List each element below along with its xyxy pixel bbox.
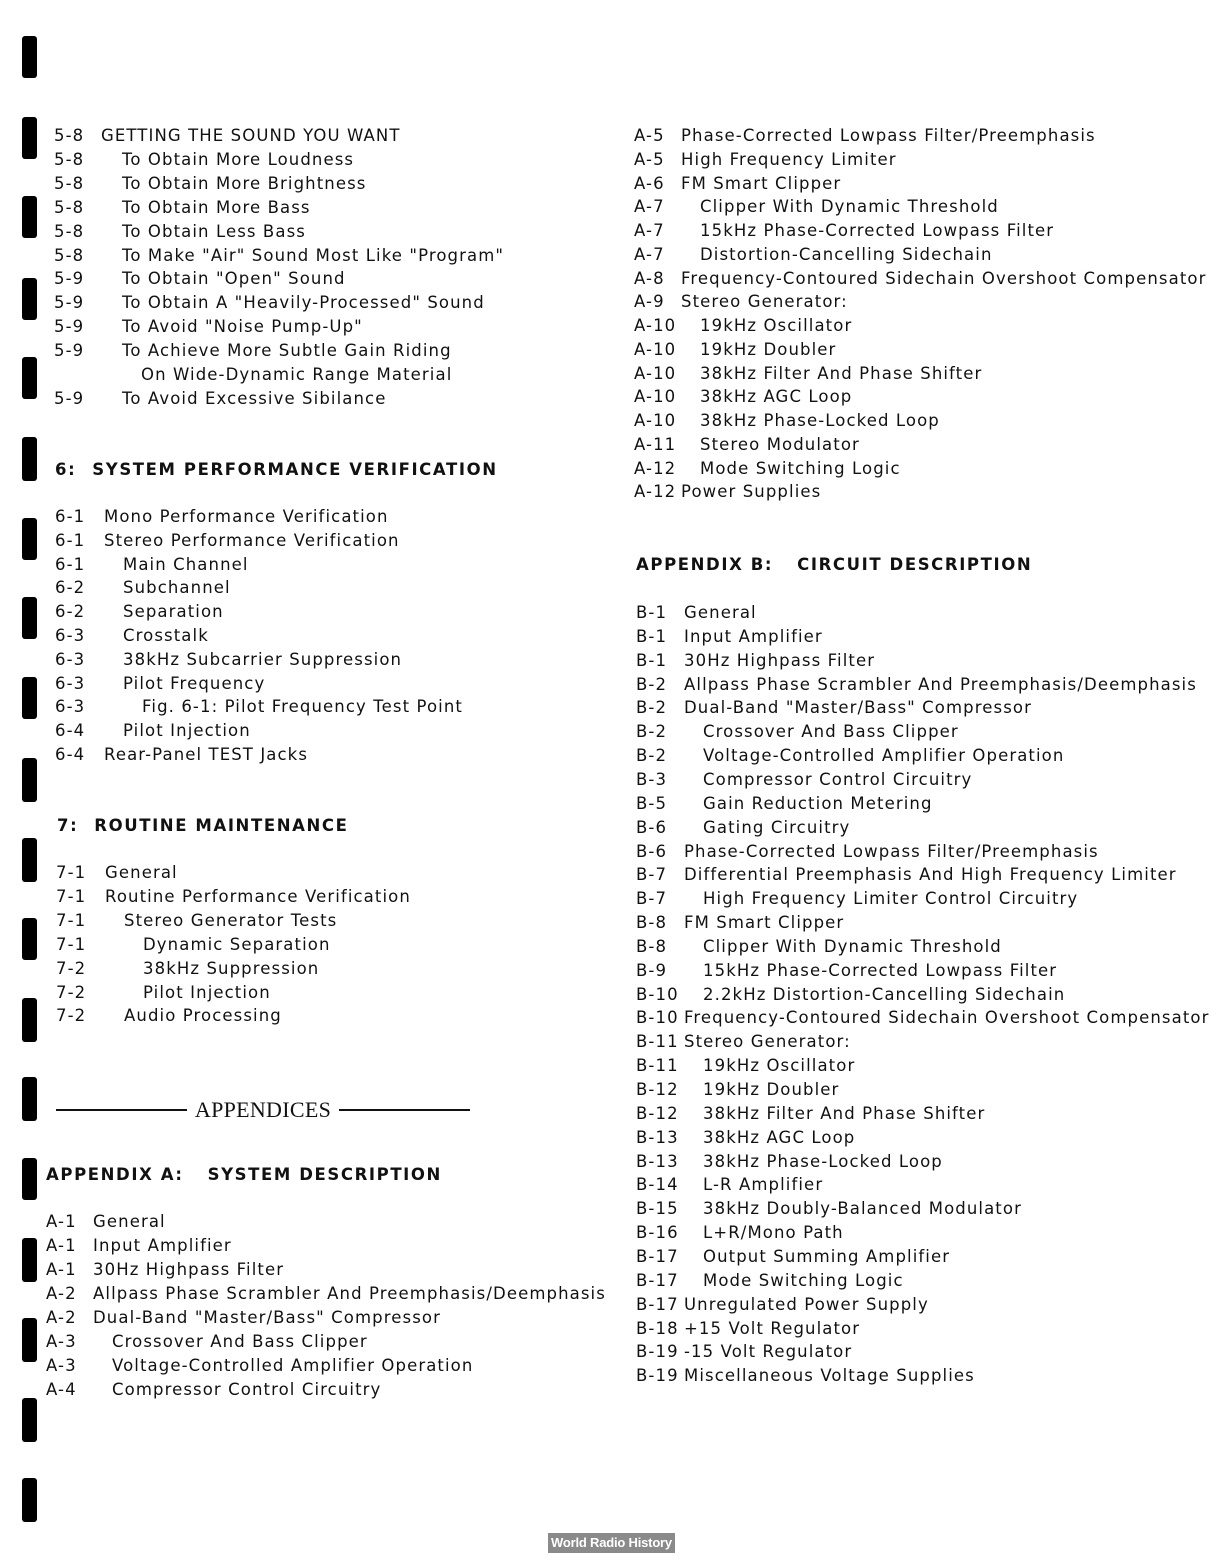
toc-entry-title: To Make "Air" Sound Most Like "Program" <box>122 245 505 265</box>
toc-entry-title: General <box>105 863 178 882</box>
toc-entry-title: Pilot Injection <box>123 721 251 741</box>
toc-entry-title: Subchannel <box>123 578 231 598</box>
toc-entry-title: Input Amplifier <box>684 626 823 646</box>
toc-entry-title: To Obtain "Open" Sound <box>122 269 346 289</box>
toc-entry-title: Dual-Band "Master/Bass" Compressor <box>684 698 1032 718</box>
binding-bar <box>22 437 37 481</box>
toc-page-number: 5-8 <box>54 221 85 241</box>
toc-entry-title: Gain Reduction Metering <box>703 793 933 813</box>
toc-entry-title: Routine Performance Verification <box>105 886 411 906</box>
toc-page-number: 6-1 <box>55 507 86 526</box>
toc-entry-title: FM Smart Clipper <box>681 173 842 193</box>
toc-entry-title: 30Hz Highpass Filter <box>684 650 876 670</box>
appendices-title <box>56 1097 470 1123</box>
toc-entry-title: Compressor Control Circuitry <box>703 769 973 789</box>
toc-page-number: 7-1 <box>56 886 87 906</box>
binding-bar <box>22 838 37 882</box>
binding-bar <box>22 1158 37 1200</box>
toc-entry-title: Mode Switching Logic <box>700 458 901 478</box>
toc-entry-title: General <box>684 603 757 622</box>
toc-page-number: A-10 <box>634 387 677 407</box>
toc-entry-title: To Obtain A "Heavily-Processed" Sound <box>122 293 485 313</box>
toc-page-number: A-2 <box>46 1307 77 1327</box>
toc-entry-title: Differential Preemphasis And High Frequency Limiter <box>684 865 1177 885</box>
toc-page-number: B-8 <box>636 913 668 933</box>
toc-page-number: A-10 <box>634 411 677 430</box>
toc-entry-title: Fig. 6-1: Pilot Frequency Test Point <box>142 697 463 717</box>
toc-page-number: B-2 <box>636 674 668 694</box>
toc-page-number: 6-4 <box>55 745 86 764</box>
toc-page-number: B-1 <box>636 650 668 670</box>
toc-entry-title: Phase-Corrected Lowpass Filter/Preemphasis <box>681 126 1096 145</box>
binding-bar <box>22 1478 37 1522</box>
toc-entry-title: Input Amplifier <box>93 1235 232 1255</box>
binding-bar <box>22 278 37 320</box>
appendix-a-title: SYSTEM DESCRIPTION <box>207 1165 442 1184</box>
toc-page-number: B-10 <box>636 1008 679 1028</box>
toc-page-number: A-4 <box>46 1379 77 1399</box>
toc-entry-title: Voltage-Controlled Amplifier Operation <box>703 746 1065 766</box>
toc-page-number: B-14 <box>636 1175 679 1195</box>
toc-entry-title: Phase-Corrected Lowpass Filter/Preemphasis <box>684 841 1099 861</box>
toc-entry-title: Gating Circuitry <box>703 817 851 837</box>
section-7-number: 7: <box>57 816 79 835</box>
toc-page-number: 5-8 <box>54 173 85 193</box>
toc-page-number: B-17 <box>636 1246 679 1266</box>
toc-page-number: 6-3 <box>55 673 86 693</box>
toc-page-number: A-10 <box>634 316 677 335</box>
section-7-heading <box>57 816 348 835</box>
binding-bar <box>22 196 37 238</box>
toc-entry-title: Main Channel <box>123 554 249 574</box>
toc-entry-title: Compressor Control Circuitry <box>112 1379 382 1399</box>
toc-page-number: A-10 <box>634 339 677 359</box>
toc-page-number: A-1 <box>46 1212 77 1231</box>
toc-entry-title: On Wide-Dynamic Range Material <box>141 365 453 384</box>
toc-entry-title: 19kHz Oscillator <box>700 316 853 335</box>
toc-entry-title: 38kHz Filter And Phase Shifter <box>703 1103 986 1123</box>
toc-entry-title: Allpass Phase Scrambler And Preemphasis/Deemphasis <box>684 674 1197 694</box>
toc-entry-title: Crossover And Bass Clipper <box>703 722 959 742</box>
toc-entry-title: Mode Switching Logic <box>703 1270 904 1290</box>
toc-entry-title: To Achieve More Subtle Gain Riding <box>122 341 452 361</box>
toc-entry-title: To Obtain More Bass <box>122 197 311 217</box>
toc-entry-title: 19kHz Doubler <box>700 339 837 359</box>
toc-page-number: B-15 <box>636 1199 679 1219</box>
toc-page-number: A-1 <box>46 1235 77 1255</box>
toc-page-number: 7-1 <box>56 910 87 930</box>
toc-entry-title: 38kHz Phase-Locked Loop <box>700 411 940 430</box>
toc-entry-title: To Avoid "Noise Pump-Up" <box>122 317 363 337</box>
toc-entry-title: 38kHz Suppression <box>143 958 320 978</box>
toc-entry-title: 30Hz Highpass Filter <box>93 1259 285 1279</box>
toc-entry-title: Crossover And Bass Clipper <box>112 1331 368 1351</box>
toc-entry-title: Distortion-Cancelling Sidechain <box>700 244 993 264</box>
toc-entry-title: 15kHz Phase-Corrected Lowpass Filter <box>703 960 1058 980</box>
toc-page-number: A-3 <box>46 1355 77 1375</box>
toc-entry-title: Power Supplies <box>681 482 822 502</box>
toc-entry-title: To Obtain More Loudness <box>122 149 355 169</box>
toc-entry-title: 2.2kHz Distortion-Cancelling Sidechain <box>703 984 1066 1004</box>
toc-page-number: B-3 <box>636 769 668 789</box>
toc-entry-title: Separation <box>123 602 224 622</box>
toc-page-number: B-1 <box>636 626 668 646</box>
toc-entry-title: Output Summing Amplifier <box>703 1246 951 1266</box>
toc-entry-title: Clipper With Dynamic Threshold <box>703 936 1002 956</box>
appendix-b-heading <box>636 555 1032 574</box>
toc-entry-title: 38kHz Filter And Phase Shifter <box>700 363 983 383</box>
toc-page-number: B-9 <box>636 960 668 980</box>
toc-page-number: B-1 <box>636 603 668 622</box>
appendix-a-heading <box>46 1165 442 1184</box>
toc-entry-title: 15kHz Phase-Corrected Lowpass Filter <box>700 221 1055 240</box>
appendix-b-title: CIRCUIT DESCRIPTION <box>797 555 1033 574</box>
toc-page-number: B-2 <box>636 746 668 766</box>
toc-page-number: 7-1 <box>56 934 87 954</box>
toc-entry-title: L+R/Mono Path <box>703 1223 844 1243</box>
toc-entry-title: 38kHz Doubly-Balanced Modulator <box>703 1199 1022 1219</box>
toc-entry-title: Dynamic Separation <box>143 934 331 954</box>
toc-entry-title: To Avoid Excessive Sibilance <box>122 388 387 408</box>
section-7-title: ROUTINE MAINTENANCE <box>94 816 349 835</box>
toc-page-number: 5-9 <box>54 317 85 337</box>
toc-page-number: B-6 <box>636 817 668 837</box>
toc-page-number: B-2 <box>636 698 668 718</box>
toc-page-number: A-12 <box>634 482 677 502</box>
toc-page-number: 6-2 <box>55 602 86 622</box>
toc-entry-title: Clipper With Dynamic Threshold <box>700 197 999 217</box>
section-6-title: SYSTEM PERFORMANCE VERIFICATION <box>92 460 498 479</box>
toc-entry-title: Dual-Band "Master/Bass" Compressor <box>93 1307 441 1327</box>
toc-entry-title: -15 Volt Regulator <box>684 1342 853 1362</box>
toc-page-number: A-5 <box>634 126 665 145</box>
toc-page-number: B-8 <box>636 936 668 956</box>
toc-page-number: A-2 <box>46 1283 77 1303</box>
toc-entry-title: High Frequency Limiter Control Circuitry <box>703 889 1079 909</box>
toc-page-number: 6-2 <box>55 578 86 598</box>
appendix-a-label: APPENDIX A: <box>46 1165 184 1184</box>
binding-bar <box>22 1077 37 1121</box>
toc-entry-title: Pilot Injection <box>143 982 271 1002</box>
binding-bar <box>22 1318 37 1362</box>
toc-entry-title: Pilot Frequency <box>123 673 266 693</box>
toc-page-number: 6-3 <box>55 697 86 717</box>
toc-page-number: B-12 <box>636 1103 679 1123</box>
toc-page-number: 5-8 <box>54 197 85 217</box>
toc-page-number: 5-9 <box>54 293 85 313</box>
toc-page-number: 6-3 <box>55 626 86 645</box>
toc-page-number: B-13 <box>636 1127 679 1147</box>
toc-page-number: 7-2 <box>56 982 87 1002</box>
toc-entry-title: Stereo Modulator <box>700 434 860 454</box>
toc-entry-title: 19kHz Doubler <box>703 1080 840 1099</box>
toc-page-number: 6-4 <box>55 721 86 741</box>
toc-page-number: 5-9 <box>54 341 85 361</box>
appendices-label: APPENDICES <box>194 1097 332 1122</box>
toc-entry-title: GETTING THE SOUND YOU WANT <box>101 126 401 145</box>
toc-entry-title: Crosstalk <box>123 626 209 645</box>
toc-page-number: A-9 <box>634 292 665 312</box>
toc-page-number: B-6 <box>636 841 668 861</box>
toc-entry-title: High Frequency Limiter <box>681 149 897 169</box>
toc-page-number: 5-8 <box>54 126 85 145</box>
toc-page-number: 7-1 <box>56 863 87 882</box>
binding-bar <box>22 357 37 399</box>
toc-page-number: B-11 <box>636 1032 679 1052</box>
title-rule-left <box>56 1109 187 1111</box>
toc-page-number: 7-2 <box>56 1006 87 1026</box>
toc-entry-title: 38kHz AGC Loop <box>703 1127 856 1147</box>
toc-entry-title: 38kHz Phase-Locked Loop <box>703 1151 943 1171</box>
toc-page-number: 6-1 <box>55 530 86 550</box>
binding-bar <box>22 518 37 560</box>
toc-entry-title: Miscellaneous Voltage Supplies <box>684 1366 975 1386</box>
toc-page-number: A-3 <box>46 1331 77 1351</box>
section-6-number: 6: <box>55 460 77 479</box>
toc-entry-title: Stereo Performance Verification <box>104 530 400 550</box>
toc-page-number: B-2 <box>636 722 668 742</box>
toc-page-number: A-7 <box>634 244 665 264</box>
toc-page-number: B-10 <box>636 984 679 1004</box>
toc-entry-title: Frequency-Contoured Sidechain Overshoot Compensator <box>681 268 1207 288</box>
toc-page-number: B-7 <box>636 889 668 909</box>
toc-page-number: 7-2 <box>56 958 87 978</box>
binding-bar <box>22 918 37 960</box>
toc-page-number: B-18 <box>636 1318 679 1338</box>
toc-page-number: B-19 <box>636 1342 679 1362</box>
toc-page-number: B-13 <box>636 1151 679 1171</box>
toc-entry-title: 19kHz Oscillator <box>703 1056 856 1076</box>
toc-page-number: 6-3 <box>55 649 86 669</box>
toc-page-number: A-12 <box>634 458 677 478</box>
toc-entry-title: L-R Amplifier <box>703 1175 824 1195</box>
toc-entry-title: +15 Volt Regulator <box>684 1318 861 1338</box>
toc-entry-title: Rear-Panel TEST Jacks <box>104 745 309 764</box>
toc-page-number: B-16 <box>636 1223 679 1243</box>
toc-entry-title: Frequency-Contoured Sidechain Overshoot Compensator <box>684 1008 1210 1028</box>
section-6-heading <box>55 460 498 479</box>
binding-bar <box>22 677 37 719</box>
toc-page-number: B-11 <box>636 1056 679 1076</box>
toc-page-number: B-5 <box>636 793 668 813</box>
toc-page-number: A-5 <box>634 149 665 169</box>
toc-page-number: 5-9 <box>54 388 85 408</box>
toc-entry-title: FM Smart Clipper <box>684 913 845 933</box>
toc-page-number: A-11 <box>634 434 677 454</box>
toc-page-number: 5-9 <box>54 269 85 289</box>
toc-entry-title: Stereo Generator: <box>681 292 848 312</box>
toc-page-number: A-7 <box>634 197 665 217</box>
watermark: World Radio History <box>548 1533 675 1553</box>
toc-entry-title: 38kHz Subcarrier Suppression <box>123 649 403 669</box>
toc-page-number: B-12 <box>636 1080 679 1099</box>
toc-entry-title: Stereo Generator Tests <box>124 910 338 930</box>
title-rule-right <box>339 1109 470 1111</box>
binding-bar <box>22 998 37 1042</box>
toc-page-number: B-7 <box>636 865 668 885</box>
appendix-b-label: APPENDIX B: <box>636 555 774 574</box>
toc-page-number: A-8 <box>634 268 665 288</box>
toc-page-number: A-6 <box>634 173 665 193</box>
toc-entry-title: To Obtain Less Bass <box>122 221 306 241</box>
toc-page-number: A-1 <box>46 1259 77 1279</box>
toc-page-number: 5-8 <box>54 245 85 265</box>
binding-bar <box>22 36 37 78</box>
toc-entry-title: Allpass Phase Scrambler And Preemphasis/Deemphasis <box>93 1283 606 1303</box>
toc-page-number: 5-8 <box>54 149 85 169</box>
binding-bar <box>22 597 37 639</box>
binding-bar <box>22 1238 37 1282</box>
toc-entry-title: Stereo Generator: <box>684 1032 851 1052</box>
binding-bar <box>22 758 37 802</box>
binding-bar <box>22 117 37 159</box>
toc-page-number: 6-1 <box>55 554 86 574</box>
toc-entry-title: To Obtain More Brightness <box>122 173 367 193</box>
toc-entry-title: Mono Performance Verification <box>104 507 389 526</box>
toc-entry-title: Voltage-Controlled Amplifier Operation <box>112 1355 474 1375</box>
toc-entry-title: General <box>93 1212 166 1231</box>
toc-page-number: A-7 <box>634 221 665 240</box>
toc-entry-title: Unregulated Power Supply <box>684 1294 929 1314</box>
toc-page-number: A-10 <box>634 363 677 383</box>
toc-page-number: B-17 <box>636 1294 679 1314</box>
toc-page-number: B-19 <box>636 1366 679 1386</box>
binding-bar <box>22 1398 37 1442</box>
toc-page-number: B-17 <box>636 1270 679 1290</box>
toc-entry-title: 38kHz AGC Loop <box>700 387 853 407</box>
toc-entry-title: Audio Processing <box>124 1006 282 1026</box>
